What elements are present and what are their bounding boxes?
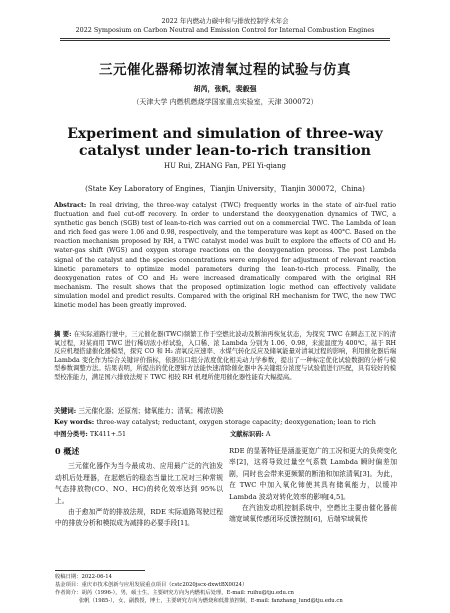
footnote-author-1: 作者简介：胡芮（1996-），男，硕士生，主要研究方向为内燃机后处理，E-mail: ruihu@tju.edu.cn — [55, 590, 294, 596]
body-paragraph: 在汽油发动机控制系统中，空燃比主要由催化器前端宽域氧传感闭环反馈控制[6]，后端窄域氧传 — [229, 504, 397, 524]
footnote-author-2: 张帆（1985-），女，副教授，博士，主要研究方向为燃烧和低排放控制，E-mail: fanzhang_lund@tju.edu.cn — [79, 598, 343, 604]
cn-keywords-label: 关键词: — [54, 407, 77, 415]
en-authors: HU Rui, ZHANG Fan, PEI Yi-qiang — [164, 162, 286, 170]
footnote-received: 收稿日期：2022-06-14 — [55, 574, 113, 580]
footnote-fund: 基金项目：重庆市技术创新与应用发展重点项目（cstc2020jscx-dxwtBX0024） — [55, 582, 248, 588]
cn-abstract — [54, 331, 396, 383]
en-title: Experiment and simulation of three-way catalyst under lean-to-rich transition — [67, 126, 383, 159]
en-affiliation: (State Key Laboratory of Engines，Tianjin University，Tianjin 300072，China) — [85, 185, 365, 193]
body-right-column — [229, 446, 397, 526]
cn-abstract-text: 在实际道路行驶中，三元催化器(TWC)频繁工作于空燃比波动及断油再恢复状态，为探究 TWC 在瞬态工况下的清氧过程，对某商用 TWC 进行稀切浓小样试验，入口稀、浓 Lambda 分别为 1.06、0.98，来流温度为 400℃。基于 RH 反应机理搭建催化器模型，探究 CO 和 H₂ 清氧反应速率、水煤气转化反应及储氧能量对清氧过程的影响，利用催化器后端 Lambda 变化作为综合关键评价指标，依据出口组分浓度优化相关动力学参数，提出了一种标定优化试验数据的分析与模型参数调整方法。结果表明，所提出的优化逻辑方法能快速清除催化器中各关键组分浓度与试验值进行匹配，具有较好的模型校准能力，满足国六排放法规下 TWC 相较 RH 机理所使用催化器性能有大幅提高。 — [54, 331, 396, 381]
cn-authors: 胡芮，张帆，裴毅强 — [193, 84, 257, 93]
body-paragraph: 三元催化器作为当今最成功、应用最广泛的汽油发动机后处理器，在起燃后的稳态当量比工况对三种常规气态排放物(CO、NO、HC)的转化效率达到 95%以上。 — [55, 462, 223, 505]
cn-affiliation: （天津大学 内燃机燃烧学国家重点实验室，天津 300072） — [132, 98, 318, 106]
body-left-column — [55, 446, 223, 530]
header-line-2: 2022 Symposium on Carbon Neutral and Emission Control for Internal Combustion Engines — [75, 26, 375, 34]
en-keywords-text: three-way catalyst; reductant, oxygen storage capacity; deoxygenation; lean to rich — [96, 418, 376, 426]
section-heading: 0 概述 — [55, 446, 80, 456]
classification-value: TK411+.51 — [89, 431, 127, 438]
en-keywords — [54, 418, 396, 426]
en-abstract-text: In real driving, the three-way catalyst (TWC) frequently works in the state of air-fuel ratio fluctuation and fuel cut-off recovery. In order to understand the deoxygenation dynamics of TWC, a synthetic gas bench (SGB) test of lean-to-rich was carried out on a commercial TWC. The Lambda of lean and rich feed gas were 1.06 and 0.98, respectively, and the temperature was kept as 400°C. Based on the reaction mechanism proposed by RH, a TWC catalyst model was built to explore the effects of CO and H₂ water-gas shift (WGS) and oxygen storage reactions on the deoxygenation process. The post Lambda signal of the catalyst and the species concentrations were employed for adjustment of relevant reaction kinetic parameters to optimize model parameters during the lean-to-rich process. Finally, the deoxygenation rates of CO and H₂ were increased dramatically compared with the original RH mechanism. The result shows that the proposed optimization logic method can effectively validate simulation model and predict results. Compared with the original RH mechanism for TWC, the new TWC kinetic model has been greatly improved. — [54, 202, 396, 310]
cn-title: 三元催化器稀切浓清氧过程的试验与仿真 — [99, 62, 351, 78]
en-keywords-label: Key words: — [54, 418, 95, 426]
cn-keywords — [54, 405, 396, 415]
body-paragraph: 由于愈加严苛的排放法规，RDE 实际道路驾驶过程中的排放分析和模拟成为减排的必要手段[1]。 — [55, 508, 223, 528]
document-code — [230, 429, 270, 438]
document-code-label: 文献标识码: — [230, 431, 264, 438]
en-abstract — [54, 201, 396, 310]
document-code-value: A — [265, 431, 271, 438]
footnote-rule — [55, 570, 145, 571]
cn-abstract-label: 摘 要: — [54, 331, 72, 338]
cn-keywords-text: 三元催化器；还原剂；储氧能力；清氧；稀浓切换 — [78, 407, 224, 415]
body-paragraph: RDE 的显著特征是涵盖更宽广的工况和更大的负荷变化率[2]，这将导致过量空气系数 Lambda 瞬时偏差加剧，同时也会带来更频繁的断油和加浓清氧[3]。为此，在 TWC 中加入氧化铈使其具有储氧能力，以缓冲 Lambda 波动对转化效率的影响[4,5]。 — [229, 447, 397, 501]
classification-label: 中图分类号: — [54, 431, 88, 438]
classification — [54, 429, 126, 438]
header-rule — [60, 38, 390, 39]
en-abstract-label: Abstract: — [54, 202, 87, 209]
header-line-1: 2022 年内燃动力碳中和与排放控制学术年会 — [161, 17, 289, 25]
header-rule-thin — [60, 40, 390, 41]
